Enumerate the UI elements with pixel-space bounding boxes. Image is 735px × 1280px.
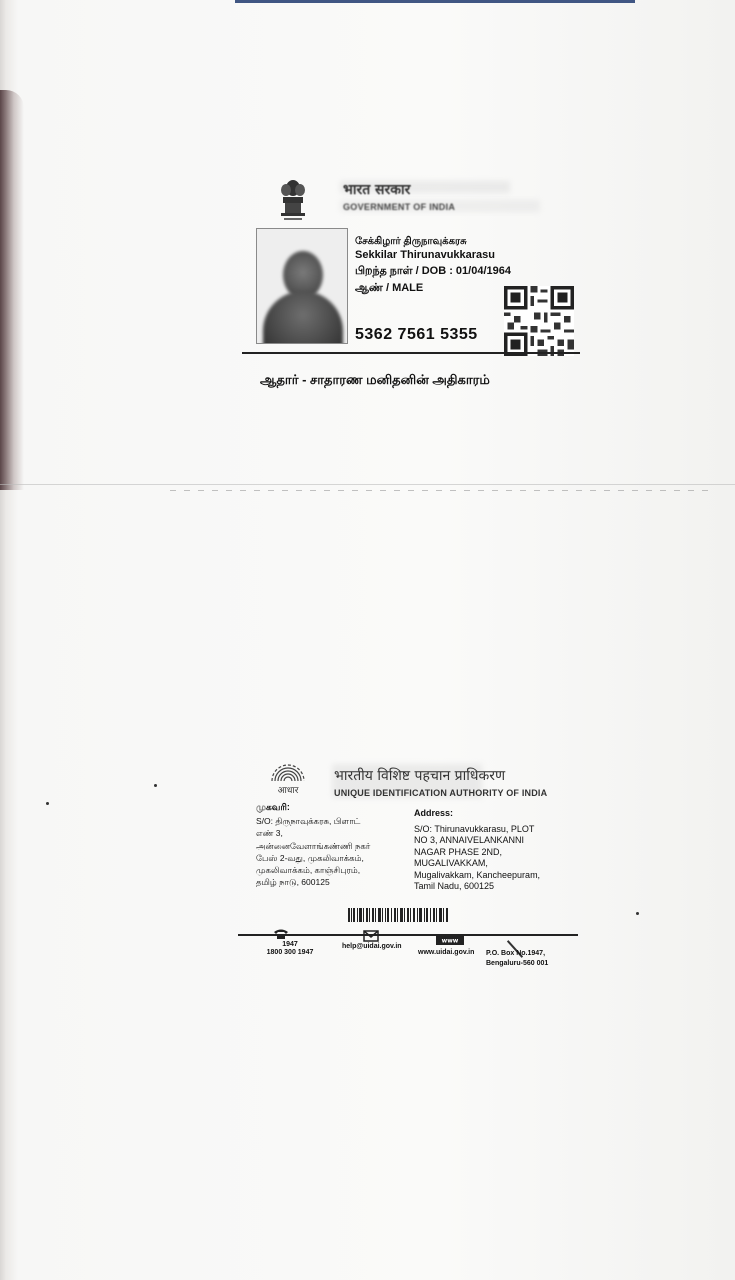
address-line: Mugalivakkam, Kancheepuram, [414, 869, 541, 880]
divider [238, 934, 578, 936]
helpline-short: 1947 [282, 941, 298, 948]
barcode-icon [348, 908, 450, 922]
address-line: NAGAR PHASE 2ND, [414, 846, 503, 857]
government-hindi-title: भारत सरकार [343, 182, 411, 198]
fold-line-dashed [170, 490, 710, 491]
aadhaar-tagline: ஆதார் - சாதாரண மனிதனின் அதிகாரம் [260, 372, 490, 387]
po-box: P.O. Box No.1947, [486, 950, 546, 957]
holder-photo [256, 228, 348, 344]
qr-code-icon [504, 286, 574, 356]
website-url: www.uidai.gov.in [418, 949, 475, 956]
mail-icon [363, 930, 379, 942]
address-line: Tamil Nadu, 600125 [414, 881, 495, 892]
help-email: help@uidai.gov.in [342, 943, 402, 950]
scan-speck [154, 784, 157, 787]
scan-speck [46, 802, 49, 805]
aadhaar-number: 5362 7561 5355 [355, 326, 478, 343]
address-line: S/O: திருநாவுக்கரசு, பிளாட் [256, 816, 361, 826]
scan-speck [636, 912, 639, 915]
name-english: Sekkilar Thirunavukkarasu [355, 249, 496, 261]
aadhaar-card-back [238, 758, 583, 978]
helpline-number [260, 941, 320, 957]
uidai-hindi-title: भारतीय विशिष्ट पहचान प्राधिकरण [334, 768, 506, 784]
fold-line [0, 484, 735, 485]
address-line: MUGALIVAKKAM, [414, 858, 488, 869]
address-label-tamil: முகவரி: [256, 802, 290, 812]
ashoka-emblem-icon [276, 176, 310, 224]
address-line: அன்னைவேளாங்கண்ணி நகர் [256, 840, 371, 851]
divider [242, 352, 580, 354]
address-line: தமிழ் நாடு, 600125 [256, 877, 330, 888]
uidai-english-title: UNIQUE IDENTIFICATION AUTHORITY OF INDIA [334, 788, 548, 798]
address-tamil [256, 815, 414, 889]
left-page-shadow [0, 90, 24, 490]
top-edge-strip [235, 0, 635, 3]
helpline-long: 1800 300 1947 [266, 949, 314, 956]
po-city: Bengaluru-560 001 [486, 960, 549, 967]
web-icon [436, 935, 464, 945]
address-line: NO 3, ANNAIVELANKANNI [414, 835, 525, 846]
address-english [414, 824, 584, 892]
svg-text:www: www [441, 937, 459, 945]
phone-icon [273, 928, 289, 940]
gender: ஆண் / MALE [355, 282, 424, 294]
date-of-birth: பிறந்த நாள் / DOB : 01/04/1964 [355, 265, 511, 277]
photo-body [263, 291, 343, 344]
address-line: எண் 3, [256, 828, 283, 839]
address-line: பேஸ் 2-வது, முகலிவாக்கம், [256, 852, 364, 863]
postal-address [486, 949, 548, 969]
address-line: முகலிவாக்கம், காஞ்சிபுரம், [256, 865, 361, 876]
aadhaar-logo-text: आधार [277, 786, 299, 795]
government-english-title: GOVERNMENT OF INDIA [343, 202, 456, 212]
aadhaar-logo-icon [265, 761, 311, 795]
address-line: S/O: Thirunavukkarasu, PLOT [414, 824, 535, 834]
name-tamil: சேக்கிழார் திருநாவுக்கரசு [355, 236, 467, 247]
address-label-english: Address: [414, 808, 454, 818]
aadhaar-card-front [240, 172, 585, 402]
